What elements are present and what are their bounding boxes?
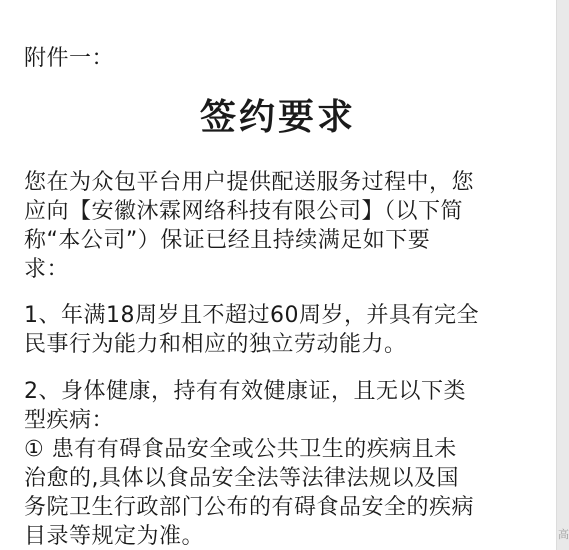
intro-line: 您在为众包平台用户提供配送服务过程中，您 — [24, 170, 475, 195]
item1-line: 1、年满18周岁且不超过60周岁，并具有完全 — [24, 303, 479, 328]
sub1-line: ① 患有有碍食品安全或公共卫生的疾病且未 — [24, 437, 457, 462]
sub1-line: 目录等规定为准。 — [24, 524, 205, 549]
requirement-item-2 — [24, 377, 544, 435]
intro-line: 称“本公司”）保证已经且持续满足如下要 — [24, 228, 431, 253]
item2-line: 型疾病： — [24, 408, 115, 433]
vertical-scrollbar[interactable] — [556, 0, 569, 550]
intro-line: 求： — [24, 257, 70, 282]
attachment-label: 附件一： — [24, 46, 115, 71]
intro-line: 应向【安徽沐霖网络科技有限公司】（以下简 — [24, 199, 464, 224]
sub1-line: 治愈的,具体以食品安全法等法律法规以及国 — [24, 466, 459, 491]
item2-line: 2、身体健康，持有有效健康证，且无以下类 — [24, 379, 466, 404]
intro-paragraph — [24, 168, 544, 284]
sub1-line: 务院卫生行政部门公布的有碍食品安全的疾病 — [24, 495, 475, 520]
requirement-subitem-1 — [24, 435, 544, 550]
item1-line: 民事行为能力和相应的独立劳动能力。 — [24, 332, 407, 357]
requirement-item-1 — [24, 301, 544, 359]
watermark: 高 — [558, 528, 569, 541]
page-title: 签约要求 — [199, 97, 356, 138]
